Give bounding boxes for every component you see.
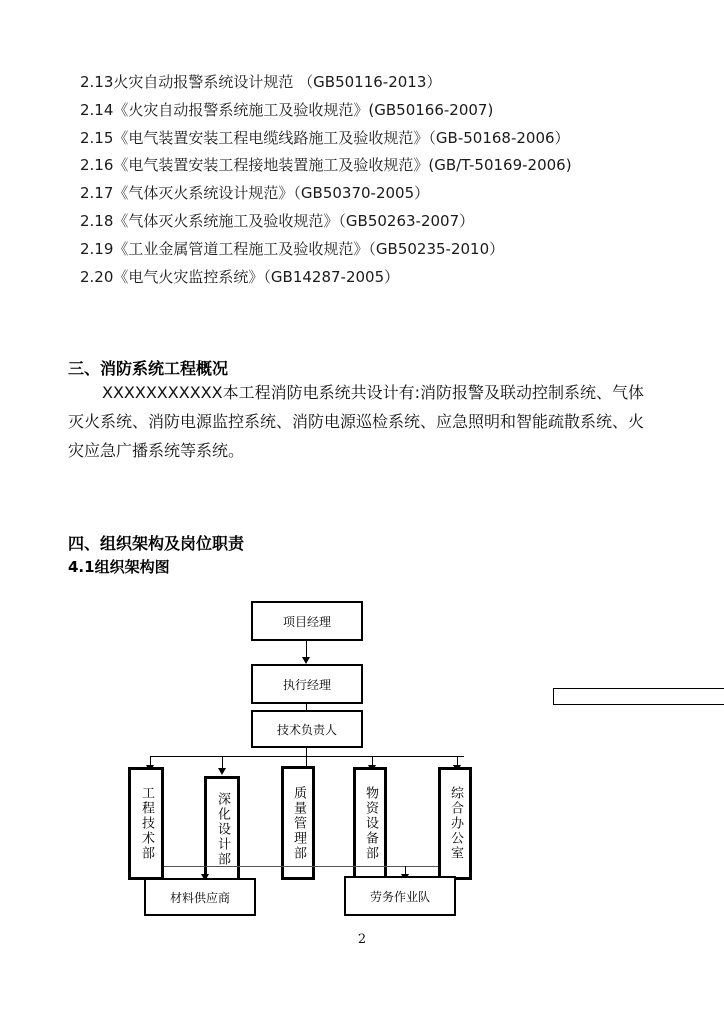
org-box-executive-manager: 执行经理 [251,664,363,704]
connector [306,748,307,766]
standard-item: 2.17《气体灭火系统设计规范》（GB50370-2005） [80,184,430,202]
org-box-technical-lead: 技术负责人 [251,710,363,748]
arrow-icon [218,768,226,775]
org-box-labor-team: 劳务作业队 [344,876,456,916]
floating-text-box [553,688,724,705]
standard-item: 2.14《火灾自动报警系统施工及验收规范》(GB50166-2007) [80,101,494,119]
paragraph-text: XXXXXXXXXXX本工程消防电系统共设计有:消防报警及联动控制系统、气体灭火系统、消防电源监控系统、消防电源巡检系统、应急照明和智能疏散系统、火灾应急广播系统等系统。 [68,383,645,460]
standard-item: 2.20《电气火灾监控系统》（GB14287-2005） [80,268,400,286]
section-heading: 四、组织架构及岗位职责 [68,534,245,553]
org-box-materials-dept: 物资设备部 [353,767,387,880]
arrow-icon [302,657,310,664]
standard-item: 2.15《电气装置安装工程电缆线路施工及验收规范》（GB-50168-2006） [80,129,570,147]
org-box-quality-dept: 质量管理部 [281,766,315,880]
page-number: 2 [357,932,367,947]
org-box-engineering-dept: 工程技术部 [128,767,164,880]
connector-bus [150,756,464,757]
standard-item: 2.16《电气装置安装工程接地装置施工及验收规范》(GB/T-50169-2006) [80,156,572,174]
subsection-heading: 4.1组织架构图 [68,558,170,576]
section-heading: 三、消防系统工程概况 [68,359,229,378]
section-paragraph [68,378,658,465]
org-box-design-dept: 深化设计部 [204,776,240,882]
org-box-office-dept: 综合办公室 [438,767,472,880]
org-box-supplier: 材料供应商 [144,878,256,916]
standard-item: 2.13火灾自动报警系统设计规范 （GB50116-2013） [80,73,442,91]
standard-item: 2.19《工业金属管道工程施工及验收规范》（GB50235-2010） [80,240,505,258]
org-box-project-manager: 项目经理 [251,601,363,641]
standard-item: 2.18《气体灭火系统施工及验收规范》（GB50263-2007） [80,212,475,230]
